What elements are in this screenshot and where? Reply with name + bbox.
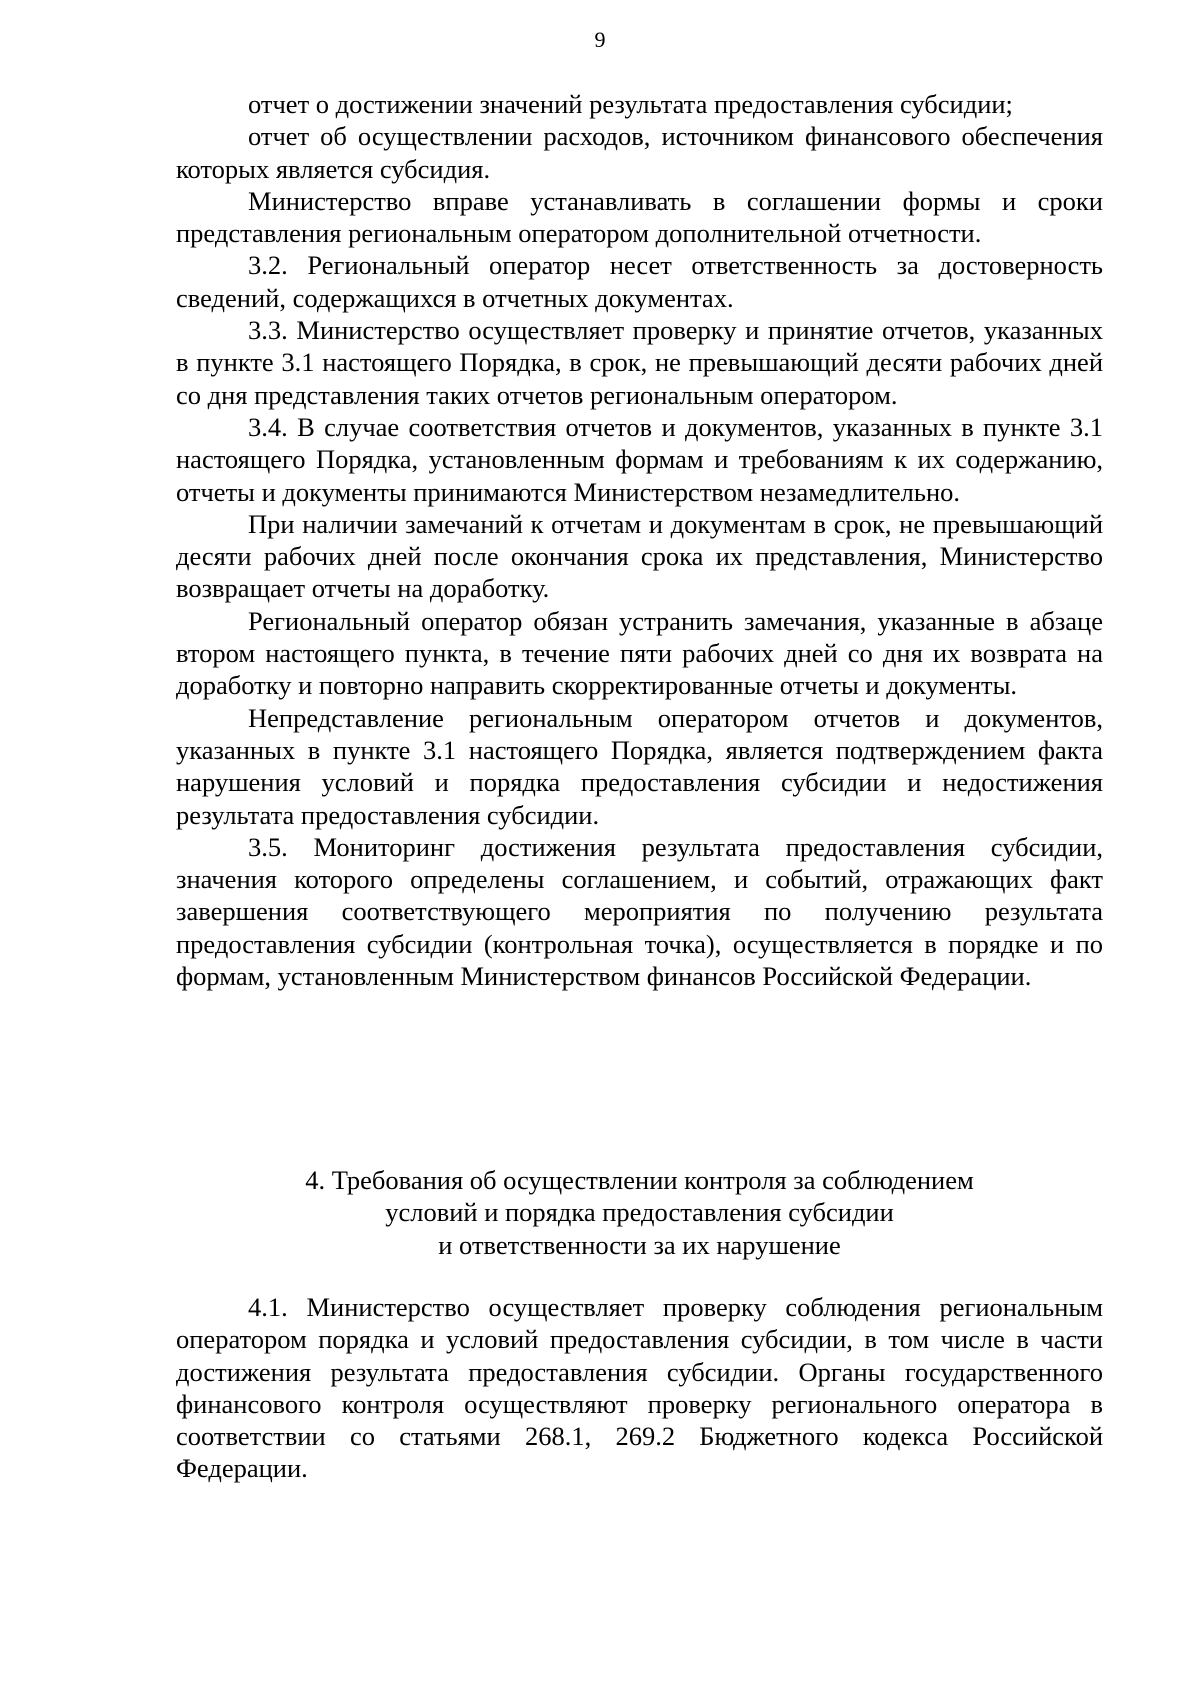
page-number: 9 [594,27,606,52]
paragraph-3-4: 3.4. В случае соответствия отчетов и документов, указанных в пункте 3.1 настоящего Порядка, установленным формам и требованиям к их содержанию, отчеты и документы принимаются Министерством незамедлительно. [176,411,1103,507]
section-4-heading-line-2: условий и порядка предоставления субсидии [385,1197,894,1228]
section-4-heading-line-1: 4. Требования об осуществлении контроля за соблюдением [305,1165,974,1195]
paragraph-report-results: отчет о достижении значений результата предоставления субсидии; [248,89,1013,119]
paragraph-3-5: 3.5. Мониторинг достижения результата предоставления субсидии, значения которого определены соглашением, и событий, отражающих факт завершения соответствующего мероприятия по получению результата предоставления субсидии (контрольная точка), осуществляется в порядке и по формам, установленным Министерством финансов Российской Федерации. [176,831,1103,992]
section-4-heading-line-3: и ответственности за их нарушение [438,1229,841,1260]
section-4-heading [176,1164,1103,1261]
paragraph-4-1: 4.1. Министерство осуществляет проверку соблюдения региональным оператором порядка и условий предоставления субсидии, в том числе в части достижения результата предоставления субсидии. Органы государственного финансового контроля осуществляют проверку регионального оператора в соответствии со статьями 268.1, 269.2 Бюджетного кодекса Российской Федерации. [176,1292,1103,1484]
section-4-body [176,1291,1103,1485]
paragraph-fix-remarks: Региональный оператор обязан устранить замечания, указанные в абзаце втором настоящего пункта, в течение пяти рабочих дней со дня их возврата на доработку и повторно направить скорректированные отчеты и документы. [176,605,1103,701]
paragraph-3-2: 3.2. Региональный оператор несет ответственность за достоверность сведений, содержащихся в отчетных документах. [176,250,1103,313]
section-3-body [176,88,1103,992]
paragraph-3-3: 3.3. Министерство осуществляет проверку и принятие отчетов, указанных в пункте 3.1 настоящего Порядка, в срок, не превышающий десяти рабочих дней со дня представления таких отчетов региональным оператором. [176,315,1103,410]
paragraph-report-expenses: отчет об осуществлении расходов, источником финансового обеспечения которых является субсидия. [176,121,1103,184]
paragraph-remarks: При наличии замечаний к отчетам и документам в срок, не превышающий десяти рабочих дней после окончания срока их представления, Министерство возвращает отчеты на доработку. [176,508,1103,604]
paragraph-non-submission: Непредставление региональным оператором отчетов и документов, указанных в пункте 3.1 настоящего Порядка, является подтверждением факта нарушения условий и порядка предоставления субсидии и недостижения результата предоставления субсидии. [176,702,1103,830]
paragraph-additional-reporting: Министерство вправе устанавливать в соглашении формы и сроки представления региональным оператором дополнительной отчетности. [176,185,1103,249]
